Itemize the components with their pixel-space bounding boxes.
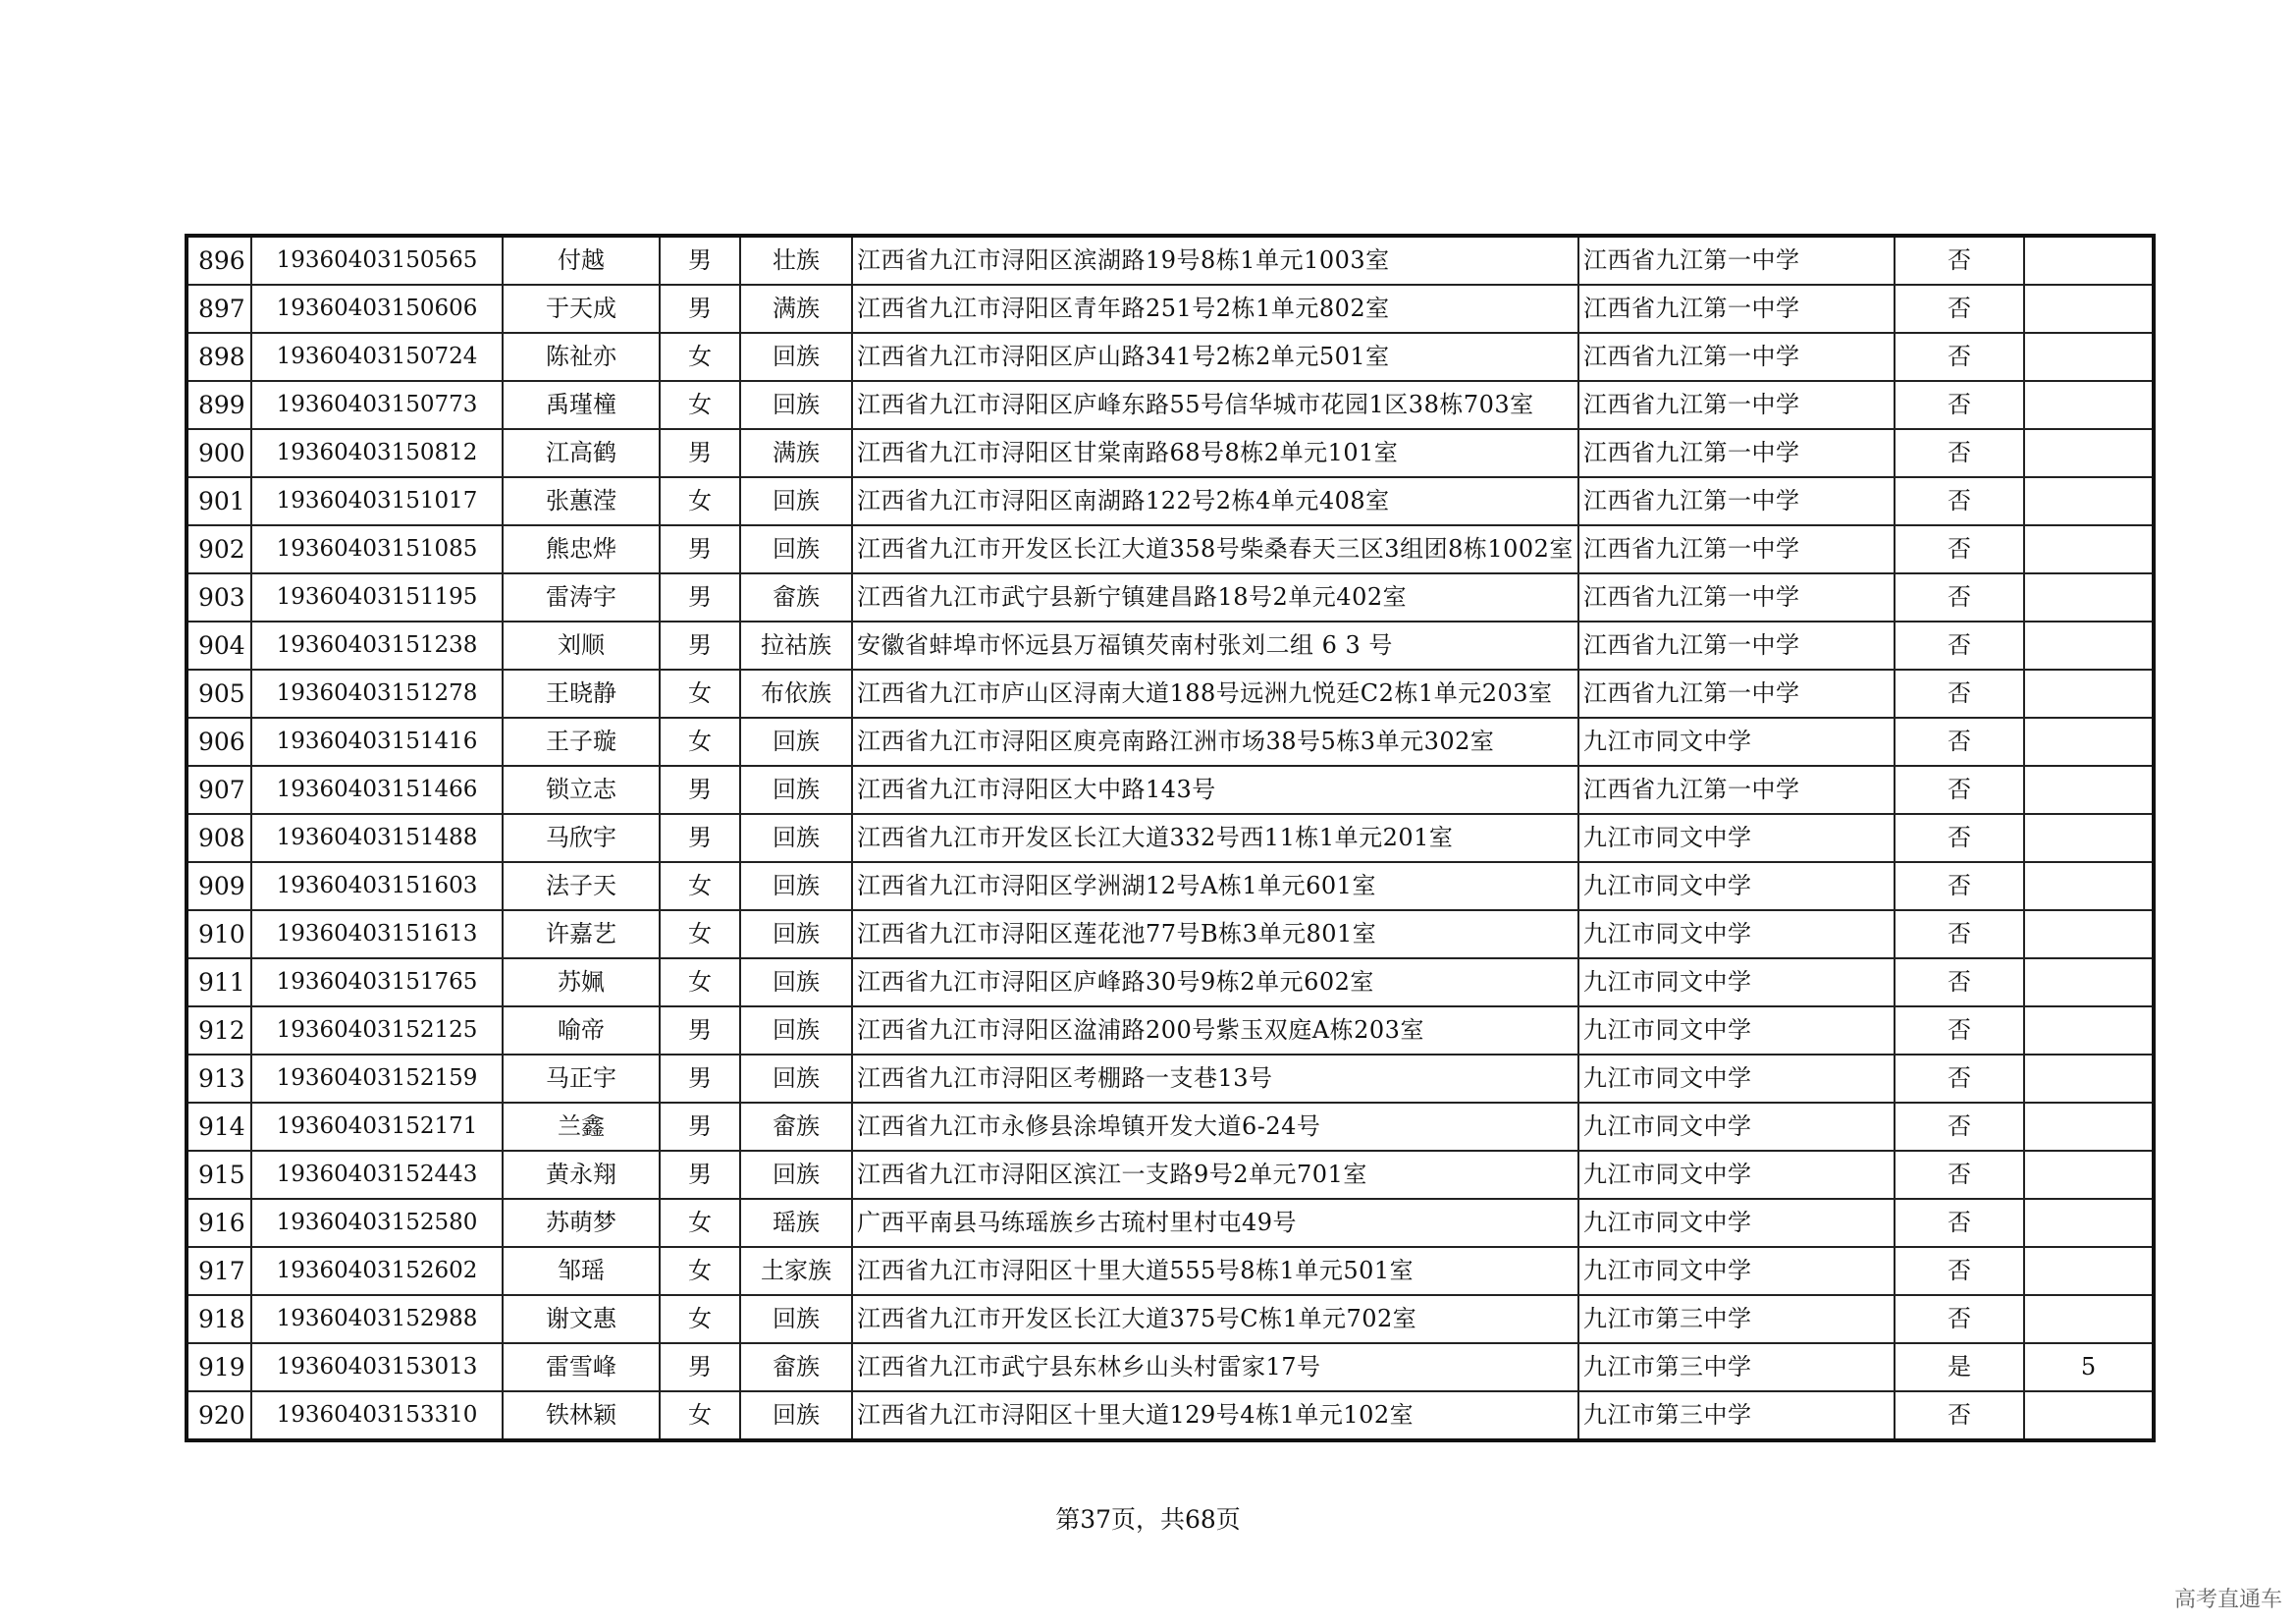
cell-serial-number: 897 bbox=[187, 285, 251, 333]
cell-serial-number: 899 bbox=[187, 381, 251, 429]
cell-serial-number: 914 bbox=[187, 1103, 251, 1151]
cell-school: 江西省九江第一中学 bbox=[1578, 285, 1895, 333]
cell-address: 江西省九江市浔阳区湓浦路200号紫玉双庭A栋203室 bbox=[852, 1006, 1578, 1055]
cell-ethnicity: 回族 bbox=[740, 718, 852, 766]
cell-address: 江西省九江市浔阳区滨湖路19号8栋1单元1003室 bbox=[852, 236, 1578, 285]
table-row bbox=[187, 1055, 2154, 1103]
cell-gender: 女 bbox=[660, 1247, 740, 1295]
cell-bonus-points bbox=[2024, 1006, 2154, 1055]
cell-ethnicity: 畲族 bbox=[740, 1103, 852, 1151]
table-row bbox=[187, 1199, 2154, 1247]
cell-gender: 女 bbox=[660, 670, 740, 718]
cell-student-name: 兰鑫 bbox=[503, 1103, 660, 1151]
cell-school: 江西省九江第一中学 bbox=[1578, 429, 1895, 477]
cell-address: 江西省九江市开发区长江大道332号西11栋1单元201室 bbox=[852, 814, 1578, 862]
cell-exam-id: 19360403152988 bbox=[251, 1295, 503, 1343]
cell-bonus-flag: 否 bbox=[1895, 1103, 2024, 1151]
page-number: 第37页，共68页 bbox=[1055, 1505, 1241, 1534]
cell-school: 九江市同文中学 bbox=[1578, 862, 1895, 910]
cell-ethnicity: 畲族 bbox=[740, 573, 852, 622]
cell-address: 江西省九江市浔阳区庐山路341号2栋2单元501室 bbox=[852, 333, 1578, 381]
cell-address: 江西省九江市开发区长江大道375号C栋1单元702室 bbox=[852, 1295, 1578, 1343]
cell-bonus-points bbox=[2024, 1199, 2154, 1247]
table-row bbox=[187, 525, 2154, 573]
cell-gender: 男 bbox=[660, 622, 740, 670]
cell-bonus-points bbox=[2024, 718, 2154, 766]
cell-ethnicity: 满族 bbox=[740, 285, 852, 333]
cell-student-name: 张蕙滢 bbox=[503, 477, 660, 525]
cell-student-name: 铁林颖 bbox=[503, 1391, 660, 1440]
cell-bonus-points bbox=[2024, 1295, 2154, 1343]
table-row bbox=[187, 718, 2154, 766]
cell-student-name: 王晓静 bbox=[503, 670, 660, 718]
cell-bonus-points bbox=[2024, 1151, 2154, 1199]
cell-ethnicity: 回族 bbox=[740, 1055, 852, 1103]
cell-bonus-flag: 否 bbox=[1895, 236, 2024, 285]
cell-gender: 女 bbox=[660, 381, 740, 429]
table-row bbox=[187, 1295, 2154, 1343]
cell-student-name: 禹瑾橦 bbox=[503, 381, 660, 429]
cell-ethnicity: 回族 bbox=[740, 1295, 852, 1343]
cell-exam-id: 19360403151238 bbox=[251, 622, 503, 670]
cell-gender: 男 bbox=[660, 1343, 740, 1391]
cell-exam-id: 19360403151195 bbox=[251, 573, 503, 622]
cell-serial-number: 920 bbox=[187, 1391, 251, 1440]
cell-exam-id: 19360403150812 bbox=[251, 429, 503, 477]
cell-school: 九江市同文中学 bbox=[1578, 1103, 1895, 1151]
cell-address: 江西省九江市浔阳区庾亮南路江洲市场38号5栋3单元302室 bbox=[852, 718, 1578, 766]
cell-serial-number: 911 bbox=[187, 958, 251, 1006]
cell-serial-number: 900 bbox=[187, 429, 251, 477]
cell-serial-number: 915 bbox=[187, 1151, 251, 1199]
cell-address: 江西省九江市浔阳区庐峰东路55号信华城市花园1区38栋703室 bbox=[852, 381, 1578, 429]
cell-bonus-points bbox=[2024, 1055, 2154, 1103]
table-row bbox=[187, 1391, 2154, 1440]
cell-school: 九江市同文中学 bbox=[1578, 1055, 1895, 1103]
cell-school: 九江市同文中学 bbox=[1578, 814, 1895, 862]
cell-bonus-points bbox=[2024, 236, 2154, 285]
table-row bbox=[187, 910, 2154, 958]
cell-school: 九江市第三中学 bbox=[1578, 1295, 1895, 1343]
cell-student-name: 刘顺 bbox=[503, 622, 660, 670]
cell-address: 江西省九江市开发区长江大道358号柴桑春天三区3组团8栋1002室 bbox=[852, 525, 1578, 573]
table-row bbox=[187, 862, 2154, 910]
table-row bbox=[187, 1343, 2154, 1391]
cell-bonus-points bbox=[2024, 670, 2154, 718]
table-row bbox=[187, 573, 2154, 622]
cell-serial-number: 912 bbox=[187, 1006, 251, 1055]
cell-bonus-flag: 否 bbox=[1895, 622, 2024, 670]
cell-school: 九江市同文中学 bbox=[1578, 718, 1895, 766]
cell-ethnicity: 回族 bbox=[740, 1006, 852, 1055]
cell-address: 江西省九江市浔阳区考棚路一支巷13号 bbox=[852, 1055, 1578, 1103]
cell-gender: 男 bbox=[660, 1151, 740, 1199]
cell-student-name: 许嘉艺 bbox=[503, 910, 660, 958]
cell-gender: 女 bbox=[660, 718, 740, 766]
cell-exam-id: 19360403151416 bbox=[251, 718, 503, 766]
cell-serial-number: 901 bbox=[187, 477, 251, 525]
cell-bonus-points bbox=[2024, 1103, 2154, 1151]
cell-exam-id: 19360403153013 bbox=[251, 1343, 503, 1391]
cell-bonus-points bbox=[2024, 958, 2154, 1006]
cell-bonus-flag: 否 bbox=[1895, 910, 2024, 958]
cell-exam-id: 19360403151017 bbox=[251, 477, 503, 525]
table-row bbox=[187, 670, 2154, 718]
cell-exam-id: 19360403152580 bbox=[251, 1199, 503, 1247]
cell-bonus-points bbox=[2024, 333, 2154, 381]
cell-ethnicity: 回族 bbox=[740, 333, 852, 381]
cell-bonus-points bbox=[2024, 525, 2154, 573]
cell-student-name: 苏萌梦 bbox=[503, 1199, 660, 1247]
cell-school: 江西省九江第一中学 bbox=[1578, 477, 1895, 525]
cell-bonus-flag: 否 bbox=[1895, 1151, 2024, 1199]
cell-ethnicity: 回族 bbox=[740, 1391, 852, 1440]
cell-bonus-flag: 否 bbox=[1895, 429, 2024, 477]
cell-student-name: 雷涛宇 bbox=[503, 573, 660, 622]
cell-ethnicity: 回族 bbox=[740, 525, 852, 573]
cell-bonus-flag: 否 bbox=[1895, 814, 2024, 862]
cell-exam-id: 19360403152443 bbox=[251, 1151, 503, 1199]
cell-student-name: 谢文惠 bbox=[503, 1295, 660, 1343]
cell-bonus-points bbox=[2024, 766, 2154, 814]
cell-bonus-flag: 否 bbox=[1895, 1295, 2024, 1343]
table-row bbox=[187, 333, 2154, 381]
cell-school: 九江市第三中学 bbox=[1578, 1343, 1895, 1391]
student-table bbox=[185, 234, 2156, 1442]
table-row bbox=[187, 1006, 2154, 1055]
watermark-text: 高考直通车 bbox=[2173, 1588, 2282, 1612]
cell-student-name: 王子璇 bbox=[503, 718, 660, 766]
cell-bonus-points bbox=[2024, 622, 2154, 670]
cell-school: 九江市同文中学 bbox=[1578, 1006, 1895, 1055]
cell-bonus-points bbox=[2024, 814, 2154, 862]
cell-bonus-flag: 否 bbox=[1895, 1006, 2024, 1055]
cell-ethnicity: 回族 bbox=[740, 477, 852, 525]
cell-student-name: 法子天 bbox=[503, 862, 660, 910]
cell-serial-number: 898 bbox=[187, 333, 251, 381]
cell-gender: 男 bbox=[660, 766, 740, 814]
cell-bonus-points bbox=[2024, 1247, 2154, 1295]
cell-bonus-flag: 否 bbox=[1895, 766, 2024, 814]
cell-ethnicity: 拉祜族 bbox=[740, 622, 852, 670]
cell-exam-id: 19360403151613 bbox=[251, 910, 503, 958]
cell-student-name: 于天成 bbox=[503, 285, 660, 333]
cell-school: 江西省九江第一中学 bbox=[1578, 573, 1895, 622]
cell-student-name: 喻帝 bbox=[503, 1006, 660, 1055]
cell-gender: 男 bbox=[660, 525, 740, 573]
cell-address: 江西省九江市浔阳区莲花池77号B栋3单元801室 bbox=[852, 910, 1578, 958]
cell-ethnicity: 回族 bbox=[740, 910, 852, 958]
cell-bonus-points bbox=[2024, 477, 2154, 525]
cell-bonus-flag: 否 bbox=[1895, 1199, 2024, 1247]
cell-bonus-flag: 否 bbox=[1895, 525, 2024, 573]
table-row bbox=[187, 622, 2154, 670]
cell-address: 江西省九江市武宁县东林乡山头村雷家17号 bbox=[852, 1343, 1578, 1391]
cell-school: 江西省九江第一中学 bbox=[1578, 670, 1895, 718]
cell-bonus-flag: 否 bbox=[1895, 1247, 2024, 1295]
cell-gender: 男 bbox=[660, 1055, 740, 1103]
cell-gender: 男 bbox=[660, 1103, 740, 1151]
cell-student-name: 熊忠烨 bbox=[503, 525, 660, 573]
cell-gender: 女 bbox=[660, 333, 740, 381]
cell-ethnicity: 畲族 bbox=[740, 1343, 852, 1391]
cell-address: 江西省九江市浔阳区甘棠南路68号8栋2单元101室 bbox=[852, 429, 1578, 477]
cell-gender: 男 bbox=[660, 236, 740, 285]
cell-school: 九江市第三中学 bbox=[1578, 1391, 1895, 1440]
cell-bonus-points bbox=[2024, 429, 2154, 477]
cell-bonus-flag: 否 bbox=[1895, 670, 2024, 718]
cell-ethnicity: 回族 bbox=[740, 958, 852, 1006]
cell-exam-id: 19360403151488 bbox=[251, 814, 503, 862]
cell-address: 江西省九江市永修县涂埠镇开发大道6-24号 bbox=[852, 1103, 1578, 1151]
cell-bonus-flag: 否 bbox=[1895, 285, 2024, 333]
cell-address: 江西省九江市浔阳区南湖路122号2栋4单元408室 bbox=[852, 477, 1578, 525]
cell-bonus-flag: 否 bbox=[1895, 333, 2024, 381]
table-row bbox=[187, 285, 2154, 333]
cell-school: 江西省九江第一中学 bbox=[1578, 525, 1895, 573]
cell-exam-id: 19360403151765 bbox=[251, 958, 503, 1006]
cell-address: 江西省九江市浔阳区十里大道129号4栋1单元102室 bbox=[852, 1391, 1578, 1440]
cell-student-name: 雷雪峰 bbox=[503, 1343, 660, 1391]
cell-exam-id: 19360403150724 bbox=[251, 333, 503, 381]
cell-bonus-points bbox=[2024, 910, 2154, 958]
cell-gender: 女 bbox=[660, 862, 740, 910]
cell-ethnicity: 壮族 bbox=[740, 236, 852, 285]
table-row bbox=[187, 477, 2154, 525]
cell-exam-id: 19360403150606 bbox=[251, 285, 503, 333]
cell-bonus-flag: 否 bbox=[1895, 958, 2024, 1006]
table-row bbox=[187, 429, 2154, 477]
cell-school: 九江市同文中学 bbox=[1578, 1151, 1895, 1199]
cell-gender: 女 bbox=[660, 910, 740, 958]
cell-ethnicity: 回族 bbox=[740, 814, 852, 862]
cell-exam-id: 19360403152125 bbox=[251, 1006, 503, 1055]
cell-address: 江西省九江市庐山区浔南大道188号远洲九悦廷C2栋1单元203室 bbox=[852, 670, 1578, 718]
cell-bonus-points bbox=[2024, 285, 2154, 333]
cell-exam-id: 19360403151278 bbox=[251, 670, 503, 718]
cell-student-name: 陈祉亦 bbox=[503, 333, 660, 381]
cell-student-name: 苏姵 bbox=[503, 958, 660, 1006]
table-row bbox=[187, 766, 2154, 814]
cell-student-name: 锁立志 bbox=[503, 766, 660, 814]
cell-bonus-flag: 否 bbox=[1895, 573, 2024, 622]
cell-gender: 男 bbox=[660, 1006, 740, 1055]
cell-ethnicity: 布依族 bbox=[740, 670, 852, 718]
cell-serial-number: 917 bbox=[187, 1247, 251, 1295]
cell-gender: 女 bbox=[660, 1295, 740, 1343]
cell-gender: 男 bbox=[660, 429, 740, 477]
cell-serial-number: 907 bbox=[187, 766, 251, 814]
cell-address: 江西省九江市浔阳区十里大道555号8栋1单元501室 bbox=[852, 1247, 1578, 1295]
cell-student-name: 邹瑶 bbox=[503, 1247, 660, 1295]
table-row bbox=[187, 381, 2154, 429]
cell-school: 九江市同文中学 bbox=[1578, 958, 1895, 1006]
cell-ethnicity: 回族 bbox=[740, 862, 852, 910]
cell-gender: 男 bbox=[660, 814, 740, 862]
cell-exam-id: 19360403152602 bbox=[251, 1247, 503, 1295]
cell-student-name: 马欣宇 bbox=[503, 814, 660, 862]
table-row bbox=[187, 236, 2154, 285]
cell-bonus-flag: 否 bbox=[1895, 477, 2024, 525]
cell-bonus-points: 5 bbox=[2024, 1343, 2154, 1391]
cell-gender: 男 bbox=[660, 285, 740, 333]
cell-student-name: 付越 bbox=[503, 236, 660, 285]
cell-school: 江西省九江第一中学 bbox=[1578, 766, 1895, 814]
cell-exam-id: 19360403150565 bbox=[251, 236, 503, 285]
cell-school: 江西省九江第一中学 bbox=[1578, 622, 1895, 670]
cell-serial-number: 896 bbox=[187, 236, 251, 285]
cell-exam-id: 19360403151466 bbox=[251, 766, 503, 814]
cell-exam-id: 19360403151603 bbox=[251, 862, 503, 910]
table-row bbox=[187, 1247, 2154, 1295]
cell-serial-number: 902 bbox=[187, 525, 251, 573]
cell-student-name: 马正宇 bbox=[503, 1055, 660, 1103]
cell-gender: 女 bbox=[660, 1199, 740, 1247]
cell-gender: 女 bbox=[660, 958, 740, 1006]
cell-serial-number: 918 bbox=[187, 1295, 251, 1343]
cell-exam-id: 19360403151085 bbox=[251, 525, 503, 573]
cell-ethnicity: 满族 bbox=[740, 429, 852, 477]
table-body bbox=[187, 236, 2154, 1440]
cell-serial-number: 908 bbox=[187, 814, 251, 862]
cell-exam-id: 19360403153310 bbox=[251, 1391, 503, 1440]
cell-student-name: 江高鹤 bbox=[503, 429, 660, 477]
cell-serial-number: 904 bbox=[187, 622, 251, 670]
cell-ethnicity: 回族 bbox=[740, 766, 852, 814]
cell-student-name: 黄永翔 bbox=[503, 1151, 660, 1199]
table-row bbox=[187, 958, 2154, 1006]
cell-bonus-flag: 否 bbox=[1895, 862, 2024, 910]
cell-bonus-points bbox=[2024, 573, 2154, 622]
cell-exam-id: 19360403150773 bbox=[251, 381, 503, 429]
cell-address: 江西省九江市浔阳区庐峰路30号9栋2单元602室 bbox=[852, 958, 1578, 1006]
cell-bonus-points bbox=[2024, 381, 2154, 429]
cell-serial-number: 909 bbox=[187, 862, 251, 910]
cell-bonus-points bbox=[2024, 1391, 2154, 1440]
cell-bonus-flag: 否 bbox=[1895, 381, 2024, 429]
cell-serial-number: 919 bbox=[187, 1343, 251, 1391]
cell-ethnicity: 回族 bbox=[740, 1151, 852, 1199]
cell-gender: 男 bbox=[660, 573, 740, 622]
cell-school: 江西省九江第一中学 bbox=[1578, 333, 1895, 381]
cell-bonus-flag: 是 bbox=[1895, 1343, 2024, 1391]
cell-serial-number: 913 bbox=[187, 1055, 251, 1103]
cell-address: 江西省九江市浔阳区滨江一支路9号2单元701室 bbox=[852, 1151, 1578, 1199]
cell-school: 九江市同文中学 bbox=[1578, 1199, 1895, 1247]
cell-serial-number: 903 bbox=[187, 573, 251, 622]
cell-exam-id: 19360403152171 bbox=[251, 1103, 503, 1151]
cell-address: 江西省九江市浔阳区大中路143号 bbox=[852, 766, 1578, 814]
table-row bbox=[187, 1151, 2154, 1199]
table-row bbox=[187, 1103, 2154, 1151]
cell-serial-number: 916 bbox=[187, 1199, 251, 1247]
cell-address: 江西省九江市浔阳区青年路251号2栋1单元802室 bbox=[852, 285, 1578, 333]
cell-address: 安徽省蚌埠市怀远县万福镇芡南村张刘二组 6 3 号 bbox=[852, 622, 1578, 670]
cell-bonus-flag: 否 bbox=[1895, 1055, 2024, 1103]
cell-serial-number: 910 bbox=[187, 910, 251, 958]
cell-address: 江西省九江市武宁县新宁镇建昌路18号2单元402室 bbox=[852, 573, 1578, 622]
cell-serial-number: 905 bbox=[187, 670, 251, 718]
cell-school: 九江市同文中学 bbox=[1578, 910, 1895, 958]
cell-school: 九江市同文中学 bbox=[1578, 1247, 1895, 1295]
cell-address: 江西省九江市浔阳区学洲湖12号A栋1单元601室 bbox=[852, 862, 1578, 910]
cell-bonus-flag: 否 bbox=[1895, 1391, 2024, 1440]
cell-ethnicity: 瑶族 bbox=[740, 1199, 852, 1247]
cell-gender: 女 bbox=[660, 1391, 740, 1440]
cell-ethnicity: 土家族 bbox=[740, 1247, 852, 1295]
cell-gender: 女 bbox=[660, 477, 740, 525]
cell-bonus-flag: 否 bbox=[1895, 718, 2024, 766]
cell-serial-number: 906 bbox=[187, 718, 251, 766]
cell-ethnicity: 回族 bbox=[740, 381, 852, 429]
cell-exam-id: 19360403152159 bbox=[251, 1055, 503, 1103]
cell-bonus-points bbox=[2024, 862, 2154, 910]
table-row bbox=[187, 814, 2154, 862]
cell-school: 江西省九江第一中学 bbox=[1578, 381, 1895, 429]
cell-school: 江西省九江第一中学 bbox=[1578, 236, 1895, 285]
cell-address: 广西平南县马练瑶族乡古琉村里村屯49号 bbox=[852, 1199, 1578, 1247]
